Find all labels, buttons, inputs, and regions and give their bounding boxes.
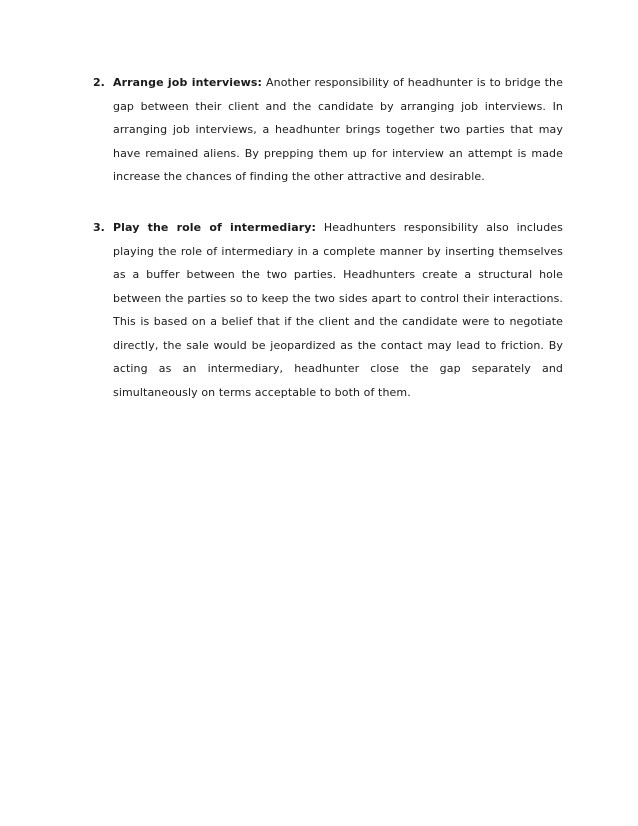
list-item-paragraph bbox=[113, 71, 563, 189]
list-item-heading: Play the role of intermediary: bbox=[113, 221, 317, 234]
list-item-arrange-job-interviews bbox=[93, 71, 563, 189]
list-item-number: 2. bbox=[93, 76, 105, 89]
list-item-heading: Arrange job interviews: bbox=[113, 76, 263, 89]
list-item-paragraph bbox=[113, 216, 563, 404]
list-item-body: Headhunters responsibility also includes playing the role of intermediary in a complete manner by inserting themselves as a buffer between the two parties. Headhunters create a structural hole between the parties so to keep the two sides apart to control their interactions. This is based on a belief that if the client and the candidate were to negotiate directly, the sale would be jeopardized as the contact may lead to friction. By acting as an intermediary, headhunter close the gap separately and simultaneously on terms acceptable to both of them. bbox=[113, 221, 563, 399]
list-item-play-role-of-intermediary bbox=[93, 216, 563, 404]
list-item-number: 3. bbox=[93, 221, 105, 234]
list-item-body: Another responsibility of headhunter is to bridge the gap between their client and the candidate by arranging job interviews. In arranging job interviews, a headhunter brings together two parties that may have remained aliens. By prepping them up for interview an attempt is made increase the chances of finding the other attractive and desirable. bbox=[113, 76, 563, 183]
